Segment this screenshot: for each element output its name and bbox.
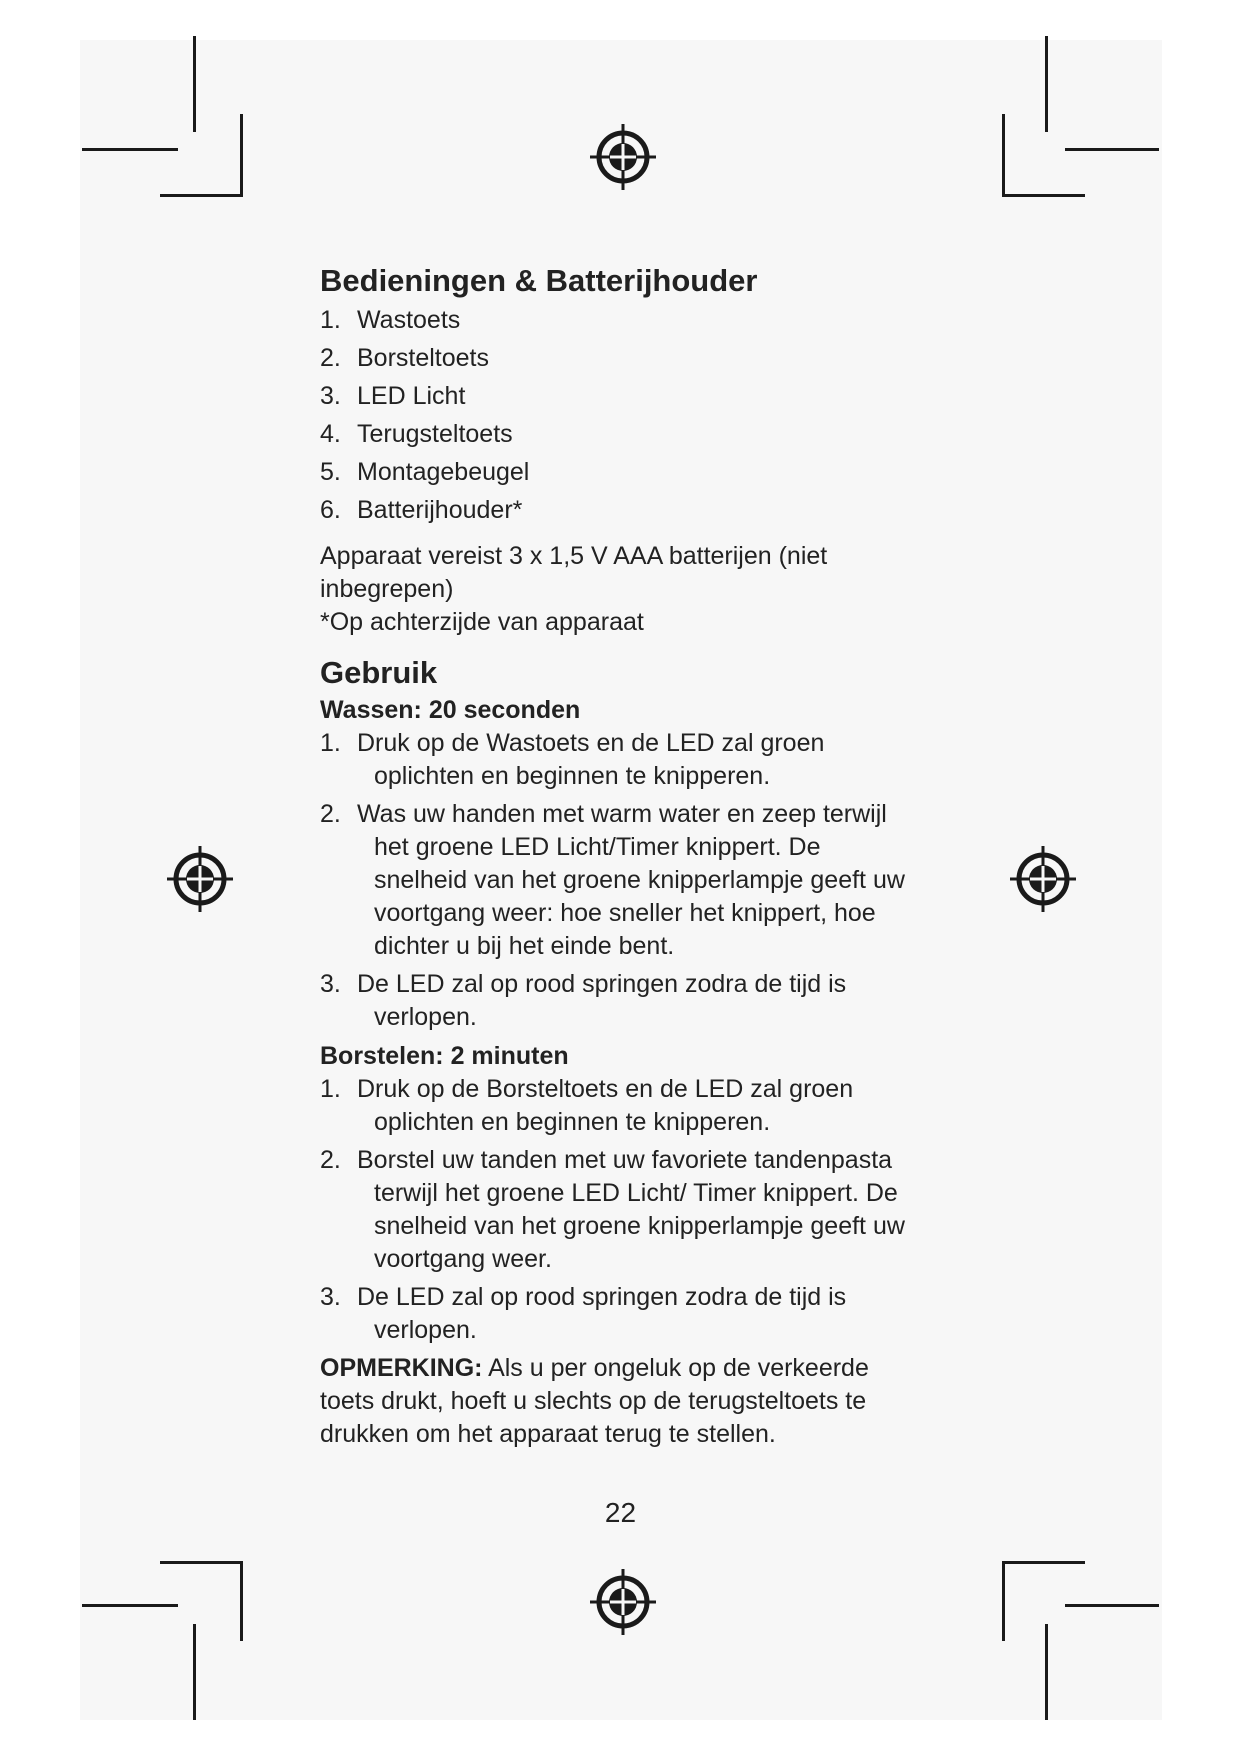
- brushing-steps: [320, 1073, 920, 1347]
- section-title-controls: Bedieningen & Batterijhouder: [320, 263, 758, 298]
- registration-mark-icon: [165, 844, 235, 914]
- brushing-heading: Borstelen: 2 minuten: [320, 1042, 569, 1070]
- crop-mark: [1002, 1561, 1085, 1564]
- list-item: 2. Borstel uw tanden met uw favoriete tandenpasta terwijl het groene LED Licht/ Timer knippert. De snelheid van het groene knipperlampje geeft uw voortgang weer.: [320, 1146, 905, 1273]
- crop-mark: [1002, 1561, 1005, 1641]
- list-item: 2. Borsteltoets: [320, 344, 490, 372]
- crop-mark: [1065, 1604, 1159, 1607]
- note-label: OPMERKING:: [320, 1354, 483, 1382]
- crop-mark: [193, 1624, 196, 1720]
- crop-mark: [240, 1561, 243, 1641]
- washing-steps: [320, 727, 920, 1034]
- list-item: 1. Druk op de Wastoets en de LED zal groen oplichten en beginnen te knipperen.: [320, 729, 825, 790]
- list-item: 4. Terugsteltoets: [320, 420, 513, 448]
- list-item: 1. Wastoets: [320, 306, 461, 334]
- battery-note: Apparaat vereist 3 x 1,5 V AAA batterijen (niet inbegrepen): [320, 542, 828, 603]
- list-item: 3. De LED zal op rood springen zodra de tijd is verlopen.: [320, 970, 847, 1031]
- list-item: 3. LED Licht: [320, 382, 466, 410]
- registration-mark-icon: [588, 122, 658, 192]
- crop-mark: [240, 114, 243, 197]
- crop-mark: [82, 1604, 178, 1607]
- page-content: [320, 258, 920, 1451]
- list-item: 1. Druk op de Borsteltoets en de LED zal groen oplichten en beginnen te knipperen.: [320, 1075, 854, 1136]
- washing-heading: Wassen: 20 seconden: [320, 696, 581, 724]
- crop-mark: [160, 1561, 243, 1564]
- crop-mark: [193, 36, 196, 132]
- crop-mark: [1002, 114, 1005, 197]
- controls-list: [320, 304, 920, 527]
- crop-mark: [82, 148, 178, 151]
- crop-mark: [1002, 194, 1085, 197]
- list-item: 6. Batterijhouder*: [320, 496, 523, 524]
- crop-mark: [160, 194, 243, 197]
- crop-mark: [1045, 36, 1048, 132]
- registration-mark-icon: [588, 1567, 658, 1637]
- footnote: *Op achterzijde van apparaat: [320, 608, 644, 636]
- section-title-usage: Gebruik: [320, 655, 438, 690]
- list-item: 2. Was uw handen met warm water en zeep terwijl het groene LED Licht/Timer knippert. De snelheid van het groene knipperlampje geeft uw voortgang weer: hoe sneller het knippert, hoe dichter u bij het einde bent.: [320, 800, 905, 960]
- crop-mark: [1045, 1624, 1048, 1720]
- crop-mark: [1065, 148, 1159, 151]
- note-paragraph: [320, 1352, 920, 1451]
- note-text: Als u per ongeluk op de verkeerde toets drukt, hoeft u slechts op de terugsteltoets te drukken om het apparaat terug te stellen.: [320, 1354, 869, 1448]
- registration-mark-icon: [1008, 844, 1078, 914]
- page-number: 22: [604, 1497, 637, 1528]
- list-item: 5. Montagebeugel: [320, 458, 530, 486]
- list-item: 3. De LED zal op rood springen zodra de tijd is verlopen.: [320, 1283, 847, 1344]
